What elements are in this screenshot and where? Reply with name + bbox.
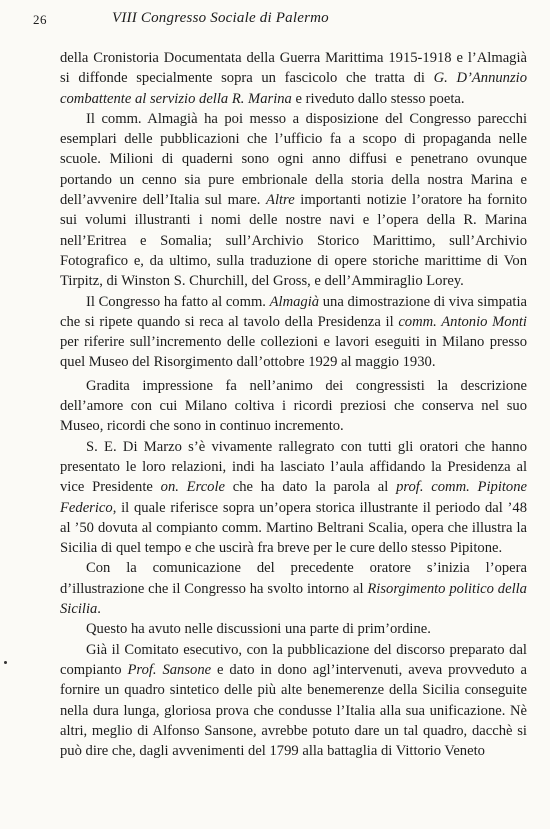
text-run: Il comm. Almagià ha poi messo a disposizione del Congresso parecchi esemplari delle pubblicazioni che l’ufficio fa a scopo di propaganda nelle scuole. Milioni di quaderni sono ogni anno diffusi e penetrano ovunque portando un cenno sia pure embrionale della storia della nostra Marina e dell’avvenire dell’Italia sul mare. — [60, 110, 527, 209]
running-title: VIII Congresso Sociale di Palermo — [112, 10, 329, 26]
italic-text: on. Ercole — [160, 479, 226, 496]
paragraph — [60, 48, 527, 109]
paragraph — [60, 619, 527, 639]
text-run: importanti notizie l’oratore ha fornito sui volumi illustranti i nomi delle nostre navi e l’opera della R. Marina nell’Eritrea e Somalia; sull’Archivio Storico Marittimo, sull’Archivio Fotografico e, da ultimo, sulla traduzione di opere storiche marittime di Von Tirpitz, di Winston S. Churchill, del Gross, e dell’Ammiraglio Lorey. — [60, 192, 527, 290]
italic-text: G. D’Annunzio combattente al servizio della R. Marina — [60, 70, 527, 107]
body-text — [60, 48, 527, 761]
text-run: , il quale riferisce sopra un’opera storica illustrante il periodo dal ’48 al ’50 dovuta al compianto comm. Martino Beltrani Scalia, opera che illustra la Sicilia di quel tempo e che uscirà fra breve per le cure dello stesso Pipitone. — [60, 499, 527, 557]
text-run: e riveduto dallo stesso poeta. — [291, 90, 465, 107]
text-run: della Cronistoria Documentata della Guerra Marittima 1915-1918 e l’Almagià si diffonde specialmente sopra un fascicolo che tratta di — [60, 50, 527, 87]
text-run: Gradita impressione fa nell’animo dei congressisti la descrizione dell’amore con cui Milano coltiva i ricordi preziosi che conserva nel suo Museo, ricordi che sono in continuo incremento. — [60, 377, 527, 435]
paragraph — [60, 640, 527, 762]
italic-text: Altre — [266, 192, 295, 209]
text-run: S. E. Di Marzo s’è vivamente rallegrato con tutti gli oratori che hanno presentato le loro relazioni, indi ha lasciato l’aula affidando la Presidenza al vice Presidente — [60, 438, 527, 496]
paragraph — [60, 558, 527, 619]
paragraph — [60, 109, 527, 292]
italic-text: Prof. Sansone — [127, 661, 212, 678]
text-run: una dimostrazione di viva simpatia che si ripete quando si reca al tavolo della Presidenza il — [60, 293, 527, 330]
paragraph — [60, 376, 527, 437]
text-run: che ha dato la parola al — [225, 479, 397, 496]
text-run: e dato in dono agl’intervenuti, aveva provveduto a fornire un quadro sintetico delle più alte benemerenze della Sicilia conseguite nella dura lunga, gloriosa prova che condusse l’Italia alla sua unificazione. Nè altri, meglio di Alfonso Sansone, avrebbe potuto dare un tal quadro, dacchè si può dire che, dagli avvenimenti del 1799 alla battaglia di Vittorio Veneto — [60, 661, 527, 760]
text-run: per riferire sull’incremento delle collezioni e lavori eseguiti in Milano presso quel Museo del Risorgimento dall’ottobre 1929 al maggio 1930. — [60, 334, 527, 371]
page-header — [0, 6, 550, 28]
text-run: Il Congresso ha fatto al comm. — [86, 293, 270, 310]
text-run: Già il Comitato esecutivo, con la pubblicazione del discorso preparato dal compianto — [60, 641, 527, 678]
paragraph — [60, 292, 527, 373]
text-run: . — [97, 601, 101, 618]
text-run: Con la comunicazione del precedente oratore s’inizia l’opera d’illustrazione che il Congresso ha svolto intorno al — [60, 560, 527, 597]
italic-text: prof. comm. Pipitone Federico — [60, 479, 527, 516]
text-run: Questo ha avuto nelle discussioni una parte di prim’ordine. — [86, 621, 431, 638]
margin-dot — [4, 661, 7, 664]
page-number: 26 — [33, 12, 47, 27]
italic-text: Almagià — [269, 293, 320, 310]
paragraph — [60, 437, 527, 559]
italic-text: comm. Antonio Monti — [398, 313, 527, 330]
italic-text: Risorgimento politico della Sicilia — [60, 580, 527, 618]
